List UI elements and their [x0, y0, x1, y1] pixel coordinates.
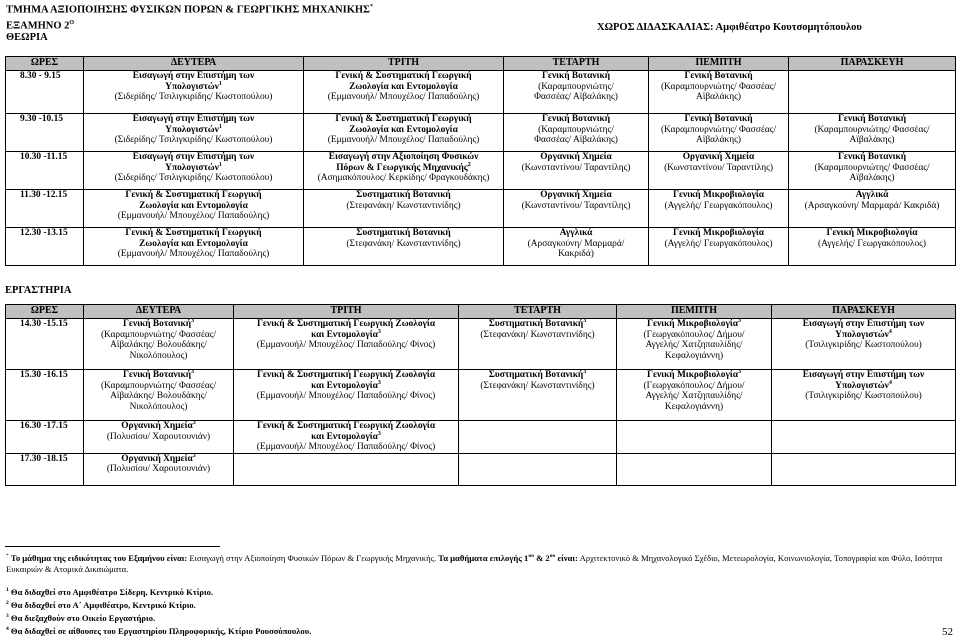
instructors: (Εμμανουήλ/ Μπουχέλος/ Παπαδούλης) [117, 211, 270, 222]
course-cell [459, 370, 617, 421]
theory-timetable [5, 56, 956, 266]
document-title: ΤΜΗΜΑ ΑΞΙΟΠΟΙΗΣΗΣ ΦΥΣΙΚΩΝ ΠΟΡΩΝ & ΓΕΩΡΓΙΚΗΣ ΜΗΧΑΝΙΚΗΣ* [6, 4, 373, 16]
course-title: Γενική & Συστηματική Γεωργική [125, 190, 262, 200]
course-cell [84, 319, 234, 370]
footnote-item: $^1$ Θα διδαχθεί στο Αμφιθέατρο Σίδερη, Κεντρικό Κτίριο. [6, 586, 214, 597]
course-title: Γενική Μικροβιολογία [673, 228, 764, 238]
instructors: Αϊβαλάκης) [696, 92, 741, 103]
course-title: Υπολογιστών$^1$ [165, 80, 222, 92]
course-cell [504, 114, 649, 152]
course-title: Γενική & Συστηματική Γεωργική [335, 114, 472, 124]
course-cell [234, 370, 459, 421]
course-title: και Εντομολογία$^3$ [311, 430, 381, 442]
table-row [6, 421, 956, 454]
course-cell [649, 71, 789, 114]
course-title: Αγγλικά [855, 190, 889, 200]
course-title: Γενική & Συστηματική Γεωργική Ζωολογία [256, 319, 436, 329]
course-title: Ζωολογία και Εντομολογία [349, 81, 458, 92]
room-label: ΧΩΡΟΣ ΔΙΔΑΣΚΑΛΙΑΣ: Αμφιθέατρο Κουτσομητόπουλου [597, 22, 862, 33]
table-row [6, 71, 956, 114]
instructors: (Αγγελής/ Γεωργακόπουλος) [664, 238, 773, 249]
instructors: Κεφαλογιάννη) [664, 350, 724, 361]
course-cell [617, 370, 772, 421]
course-title: Γενική Βοτανική [684, 114, 753, 124]
column-header: ΤΡΙΤΗ [234, 305, 459, 319]
course-title: Εισαγωγή στην Επιστήμη των [132, 152, 255, 162]
column-header: ΩΡΕΣ [6, 305, 84, 319]
instructors: Αγγελής/ Χατζηπαυλίδης/ [645, 391, 743, 402]
instructors: (Τσιλιγκιρίδης/ Κωστοπούλου) [805, 391, 922, 402]
course-cell [649, 228, 789, 266]
instructors: Νικολόπουλος) [129, 350, 188, 361]
instructors: Αϊβαλάκης/ Βολουδάκης/ [110, 391, 207, 402]
table-row [6, 152, 956, 190]
instructors: (Στεφανάκη/ Κωνσταντινίδης) [346, 238, 461, 249]
instructors: (Εμμανουήλ/ Μπουχέλος/ Παπαδούλης/ Φίνος) [256, 442, 436, 453]
course-cell [504, 152, 649, 190]
course-title: Αγγλικά [559, 228, 593, 238]
course-cell [304, 114, 504, 152]
course-title: Συστηματική Βοτανική$^3$ [488, 368, 587, 380]
course-cell [789, 228, 956, 266]
course-cell [234, 421, 459, 454]
page-number: 52 [942, 626, 953, 638]
table-row [6, 114, 956, 152]
instructors: (Κωνσταντίνου/ Ταραντίλης) [521, 162, 631, 173]
course-cell [459, 421, 617, 454]
instructors: (Αρσαγκούνη/ Μαρμαρά/ [527, 238, 625, 249]
course-cell [649, 114, 789, 152]
course-cell [617, 421, 772, 454]
course-title: Πόρων & Γεωργικής Μηχανικής$^2$ [336, 161, 471, 173]
course-title: Γενική Μικροβιολογία [673, 190, 764, 200]
course-cell [304, 152, 504, 190]
course-title: Ζωολογία και Εντομολογία [139, 200, 248, 211]
instructors: (Εμμανουήλ/ Μπουχέλος/ Παπαδούλης) [327, 92, 480, 103]
course-title: Γενική Βοτανική [837, 152, 907, 162]
course-title: Γενική Βοτανική [837, 114, 907, 124]
instructors: (Εμμανουήλ/ Μπουχέλος/ Παπαδούλης/ Φίνος) [256, 340, 436, 351]
course-title: Οργανική Χημεία [682, 152, 755, 162]
course-cell [789, 114, 956, 152]
course-title: Υπολογιστών$^1$ [165, 161, 222, 173]
course-cell [84, 370, 234, 421]
instructors: (Σιδερίδης/ Τσιλιγκιρίδης/ Κωστοπούλου) [114, 92, 273, 103]
course-cell [789, 152, 956, 190]
course-title: Οργανική Χημεία$^3$ [121, 419, 196, 431]
footnote-divider [5, 546, 220, 547]
table-row [6, 319, 956, 370]
course-cell [459, 453, 617, 485]
course-cell [649, 152, 789, 190]
instructors: (Καραμπουρνιώτης/ Φασσέας/ [660, 81, 777, 92]
course-cell [459, 319, 617, 370]
course-cell [84, 453, 234, 485]
course-title: Εισαγωγή στην Επιστήμη των [802, 370, 925, 380]
course-title: Γενική & Συστηματική Γεωργική Ζωολογία [256, 421, 436, 431]
footnote-item: $^4$ Θα διδαχθεί σε αίθουσες του Εργαστηρίου Πληροφορικής, Κτίριο Ρουσσόπουλου. [6, 626, 312, 637]
course-cell [504, 71, 649, 114]
table-row [6, 228, 956, 266]
course-title: Γενική Βοτανική [541, 114, 611, 124]
course-cell [504, 228, 649, 266]
course-title: και Εντομολογία$^3$ [311, 379, 381, 391]
course-title: Εισαγωγή στην Επιστήμη των [132, 114, 255, 124]
course-cell [84, 421, 234, 454]
column-header: ΔΕΥΤΕΡΑ [84, 57, 304, 71]
column-header: ΤΕΤΑΡΤΗ [504, 57, 649, 71]
footnote-item: $^3$ Θα διεξαχθούν στο Οικείο Εργαστήριο. [6, 612, 156, 623]
instructors: Αϊβαλάκης/ Βολουδάκης/ [110, 340, 207, 351]
course-cell [84, 228, 304, 266]
time-slot: 8.30 - 9.15 [6, 71, 84, 114]
instructors: Νικολόπουλος) [129, 401, 188, 412]
instructors: Κεφαλογιάννη) [664, 401, 724, 412]
course-title: Οργανική Χημεία [540, 152, 612, 162]
instructors: (Στεφανάκη/ Κωνσταντινίδης) [480, 380, 595, 391]
course-title: Υπολογιστών$^1$ [165, 123, 222, 135]
instructors: (Αρσαγκούνη/ Μαρμαρά/ Κακριδά) [804, 200, 940, 211]
footnote-item: $^2$ Θα διδαχθεί στο Α΄ Αμφιθέατρο, Κεντρικό Κτίριο. [6, 599, 196, 610]
course-cell [304, 190, 504, 228]
course-cell [84, 114, 304, 152]
column-header: ΔΕΥΤΕΡΑ [84, 305, 234, 319]
course-cell [304, 228, 504, 266]
course-cell [84, 190, 304, 228]
instructors: Αϊβαλάκης) [849, 135, 895, 146]
semester-label: ΕΞΑΜΗΝΟ $2^O$ [6, 20, 75, 32]
column-header: ΠΑΡΑΣΚΕΥΗ [789, 57, 956, 71]
instructors: (Στεφανάκη/ Κωνσταντινίδης) [480, 329, 595, 340]
time-slot: 11.30 -12.15 [6, 190, 84, 228]
instructors: (Πολυσίου/ Χαρουτουνιάν) [106, 431, 211, 442]
column-header: ΤΕΤΑΡΤΗ [459, 305, 617, 319]
instructors: (Πολυσίου/ Χαρουτουνιάν) [106, 464, 211, 475]
instructors: (Καραμπουρνιώτης/ Φασσέας/ [100, 329, 217, 340]
course-title: Ζωολογία και Εντομολογία [349, 124, 458, 135]
course-cell [789, 71, 956, 114]
labs-timetable [5, 304, 956, 486]
course-title: Γενική Μικροβιολογία$^3$ [647, 368, 741, 380]
labs-label: ΕΡΓΑΣΤΗΡΙΑ [5, 285, 72, 296]
instructors: (Καραμπουρνιώτης/ [538, 81, 614, 92]
course-title: Οργανική Χημεία$^3$ [121, 452, 196, 464]
instructors: (Αγγελής/ Γεωργακόπουλος) [818, 238, 926, 249]
instructors: (Καραμπουρνιώτης/ [538, 124, 614, 135]
instructors: (Κωνσταντίνου/ Ταραντίλης) [664, 162, 773, 173]
course-cell [772, 319, 956, 370]
course-title: Γενική & Συστηματική Γεωργική Ζωολογία [256, 370, 436, 380]
course-title: Γενική Μικροβιολογία [826, 228, 918, 238]
time-slot: 9.30 -10.15 [6, 114, 84, 152]
footnote-list [6, 585, 906, 637]
course-title: Οργανική Χημεία [540, 190, 612, 200]
course-title: Συστηματική Βοτανική$^3$ [488, 317, 587, 329]
instructors: (Εμμανουήλ/ Μπουχέλος/ Παπαδούλης) [117, 249, 270, 260]
course-title: Γενική Μικροβιολογία$^3$ [647, 317, 741, 329]
instructors: (Γεωργακόπουλος/ Δήμου/ [643, 380, 745, 391]
course-title: Γενική Βοτανική [541, 71, 611, 81]
instructors: Αϊβαλάκης) [849, 173, 895, 184]
course-title: Συστηματική Βοτανική [356, 190, 451, 200]
course-cell [234, 319, 459, 370]
course-cell [772, 421, 956, 454]
course-title: Γενική & Συστηματική Γεωργική [335, 71, 472, 81]
instructors: Αγγελής/ Χατζηπαυλίδης/ [645, 340, 743, 351]
course-title: Γενική & Συστηματική Γεωργική [125, 228, 262, 238]
instructors: (Αγγελής/ Γεωργακόπουλος) [664, 200, 773, 211]
course-title: Υπολογιστών$^4$ [835, 379, 892, 391]
instructors: (Καραμπουρνιώτης/ Φασσέας/ [100, 380, 217, 391]
time-slot: 10.30 -11.15 [6, 152, 84, 190]
instructors: (Καραμπουρνιώτης/ Φασσέας/ [660, 124, 777, 135]
instructors: (Ασημακόπουλος/ Κερκίδης/ Φραγκουδάκης) [317, 173, 490, 184]
table-row [6, 370, 956, 421]
instructors: (Καραμπουρνιώτης/ Φασσέας/ [814, 124, 930, 135]
instructors: Αϊβαλάκης) [696, 135, 741, 146]
time-slot: 12.30 -13.15 [6, 228, 84, 266]
course-cell [504, 190, 649, 228]
instructors: (Στεφανάκη/ Κωνσταντινίδης) [346, 200, 461, 211]
instructors: (Εμμανουήλ/ Μπουχέλος/ Παπαδούλης) [327, 135, 480, 146]
course-cell [617, 453, 772, 485]
course-title: Γενική Βοτανική$^3$ [122, 368, 195, 380]
course-cell [617, 319, 772, 370]
course-title: Γενική Βοτανική$^3$ [122, 317, 195, 329]
instructors: (Εμμανουήλ/ Μπουχέλος/ Παπαδούλης/ Φίνος) [256, 391, 436, 402]
footnote-main: * Το μάθημα της ειδικότητας του Εξαμήνου είναι: Εισαγωγή στην Αξιοποίηση Φυσικών Πόρων & Γεωργικής Μηχανικής. Τα μαθήματα επιλογής $1^{o\upsilon}$ & $2^{o\upsilon}$ είναι: Αρχιτεκτονικό & Μηχανολογικό Σχέδιο, Μετεωρολογία, Κοινωνιολογία, Τοπογραφία και Φύλο, Ισότητα Ευκαιριών & Ατομικά Δικαιώματα. [6, 552, 943, 575]
time-slot: 17.30 -18.15 [6, 453, 84, 485]
instructors: (Γεωργακόπουλος/ Δήμου/ [643, 329, 745, 340]
course-title: Εισαγωγή στην Αξιοποίηση Φυσικών [328, 152, 479, 162]
course-cell [789, 190, 956, 228]
course-cell [234, 453, 459, 485]
course-title: Εισαγωγή στην Επιστήμη των [132, 71, 255, 81]
course-title: Συστηματική Βοτανική [356, 228, 451, 238]
instructors: (Τσιλιγκιρίδης/ Κωστοπούλου) [805, 340, 922, 351]
course-cell [772, 370, 956, 421]
instructors: Φασσέας/ Αϊβαλάκης) [534, 92, 618, 103]
course-title: Εισαγωγή στην Επιστήμη των [802, 319, 925, 329]
instructors: Κακριδά) [558, 249, 594, 260]
course-title: και Εντομολογία$^3$ [311, 328, 381, 340]
column-header: ΩΡΕΣ [6, 57, 84, 71]
table-row [6, 190, 956, 228]
course-cell [84, 71, 304, 114]
instructors: Φασσέας/ Αϊβαλάκης) [534, 135, 618, 146]
time-slot: 15.30 -16.15 [6, 370, 84, 421]
course-cell [304, 71, 504, 114]
course-cell [84, 152, 304, 190]
course-title: Υπολογιστών$^4$ [835, 328, 892, 340]
table-row [6, 453, 956, 485]
time-slot: 14.30 -15.15 [6, 319, 84, 370]
instructors: (Κωνσταντίνου/ Ταραντίλης) [521, 200, 631, 211]
column-header: ΠΕΜΠΤΗ [649, 57, 789, 71]
column-header: ΠΑΡΑΣΚΕΥΗ [772, 305, 956, 319]
instructors: (Σιδερίδης/ Τσιλιγκιρίδης/ Κωστοπούλου) [114, 135, 273, 146]
course-title: Γενική Βοτανική [684, 71, 753, 81]
theory-label: ΘΕΩΡΙΑ [6, 32, 48, 43]
course-title: Ζωολογία και Εντομολογία [139, 238, 248, 249]
instructors: (Σιδερίδης/ Τσιλιγκιρίδης/ Κωστοπούλου) [114, 173, 273, 184]
column-header: ΠΕΜΠΤΗ [617, 305, 772, 319]
time-slot: 16.30 -17.15 [6, 421, 84, 454]
column-header: ΤΡΙΤΗ [304, 57, 504, 71]
course-cell [772, 453, 956, 485]
course-cell [649, 190, 789, 228]
instructors: (Καραμπουρνιώτης/ Φασσέας/ [814, 162, 930, 173]
